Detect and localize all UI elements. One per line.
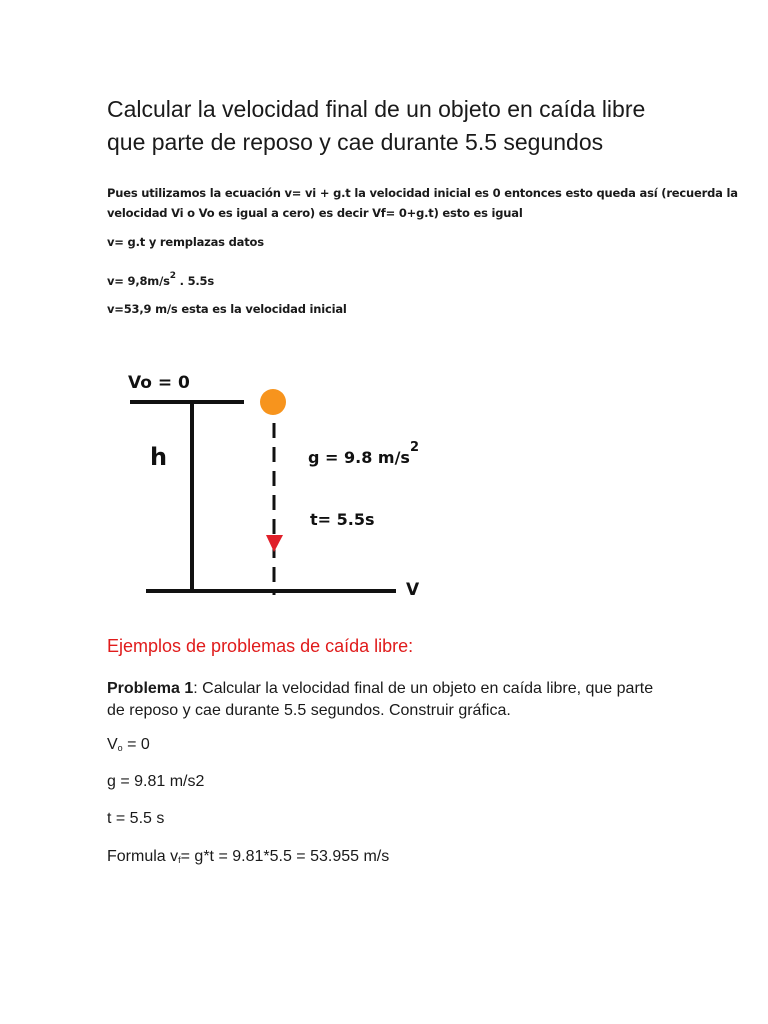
step-1: v= g.t y remplazas datos: [107, 235, 264, 249]
vo-label: Vo = 0: [128, 373, 190, 393]
title-line-1: Calcular la velocidad final de un objeto en caída libre: [107, 96, 646, 122]
problem-text-2: de reposo y cae durante 5.5 segundos. Construir gráfica.: [107, 702, 511, 719]
step-2-exponent: 2: [169, 271, 176, 281]
problem-statement: [107, 678, 653, 722]
given-t: t = 5.5 s: [107, 810, 165, 827]
explanation-line-2: velocidad Vi o Vo es igual a cero) es decir Vf= 0+g.t) esto es igual: [107, 206, 523, 220]
vo-value: = 0: [122, 736, 150, 753]
free-fall-diagram: [120, 355, 450, 615]
arrow-down-icon: [266, 535, 283, 552]
step-3: v=53,9 m/s esta es la velocidad inicial: [107, 302, 347, 316]
t-label: t= 5.5s: [310, 510, 375, 529]
g-label: g = 9.8 $m/s^2$: [308, 440, 419, 467]
step-2-prefix: v= 9,8m/s: [107, 274, 170, 288]
problem-label: Problema 1: [107, 680, 194, 697]
explanation-line-1: Pues utilizamos la ecuación v= vi + g.t la velocidad inicial es 0 entonces esto queda así (recuerda la: [107, 186, 738, 200]
given-g: g = 9.81 m/s2: [107, 773, 205, 790]
formula-sub: f: [178, 855, 181, 865]
formula: [107, 846, 389, 871]
step-2: [107, 266, 214, 291]
explanation-paragraph: [107, 183, 738, 223]
falling-ball: [260, 389, 286, 415]
formula-rest: = g*t = 9.81*5.5 = 53.955 m/s: [180, 848, 390, 865]
step-2-suffix: . 5.5s: [175, 274, 215, 288]
title-line-2: que parte de reposo y cae durante 5.5 segundos: [107, 129, 604, 155]
v-label: V: [406, 580, 420, 600]
vo-sub: o: [117, 743, 123, 753]
problem-text-1: : Calcular la velocidad final de un objeto en caída libre, que parte: [193, 680, 654, 697]
vo-main: V: [107, 736, 118, 753]
formula-prefix: Formula v: [107, 848, 179, 865]
h-label: h: [150, 443, 168, 471]
given-vo: [107, 734, 150, 759]
page-title: [107, 93, 707, 159]
section-title: Ejemplos de problemas de caída libre:: [107, 636, 414, 656]
